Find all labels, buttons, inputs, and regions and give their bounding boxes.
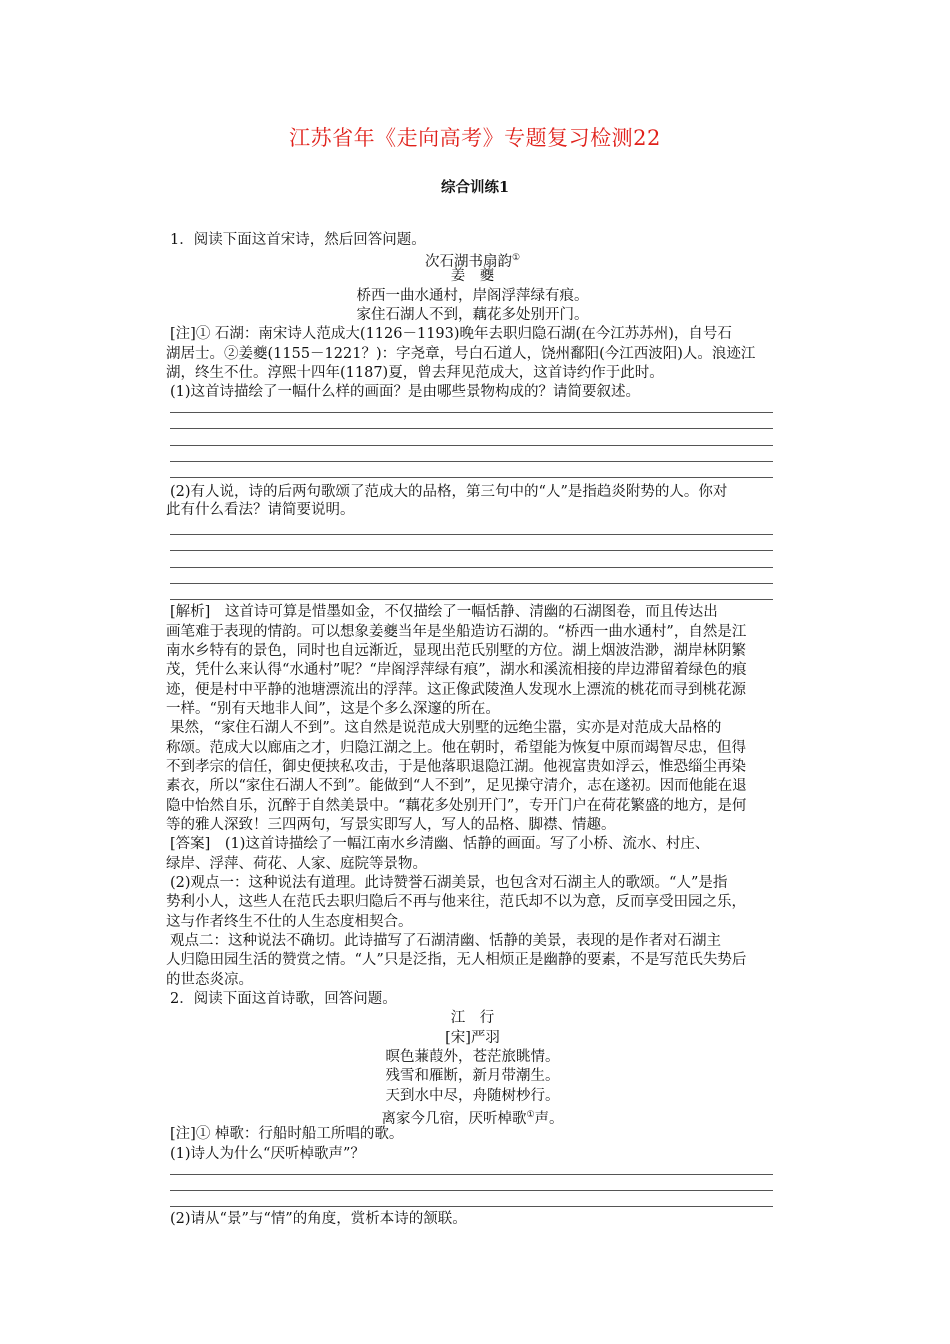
answer-rule (170, 567, 773, 568)
answer-rule (170, 534, 773, 535)
poem-2-line: 残雪和雁断，新月带潮生。 (385, 1068, 560, 1084)
note-1-line: [注]① 石湖：南宋诗人范成大(1126－1193)晚年去职归隐石湖(在今江苏苏州)，自号石 (170, 326, 732, 342)
analysis-line: [解析] 这首诗可算是惜墨如金，不仅描绘了一幅恬静、清幽的石湖图卷，而且传达出 (170, 604, 718, 620)
answer-rule (170, 412, 773, 413)
question-1-sub1: (1)这首诗描绘了一幅什么样的画面？是由哪些景物构成的？请简要叙述。 (170, 384, 641, 400)
analysis-line: 一样。“别有天地非人间”，这是个多么深邃的所在。 (166, 701, 500, 717)
analysis-line: 南水乡特有的景色，同时也自远渐近，显现出范氏别墅的方位。湖上烟波浩渺，湖岸林阴繁 (166, 643, 746, 659)
answer-line: 人归隐田园生活的赞赏之情。“人”只是泛指，无人相烦正是幽静的要素，不是写范氏失势后 (166, 952, 747, 968)
answer-line: 势利小人，这些人在范氏去职归隐后不再与他来往，范氏却不以为意，反而享受田园之乐， (166, 894, 746, 910)
note-2: [注]① 棹歌：行船时船工所唱的歌。 (170, 1126, 404, 1142)
poem-1-title-note-mark: ① (511, 253, 521, 263)
answer-rule (170, 1174, 773, 1175)
answer-rule (170, 599, 773, 600)
poem-1-title: 次石湖书扇韵 (424, 253, 512, 270)
answer-rule (170, 445, 773, 446)
analysis-line: 称颂。范成大以廊庙之才，归隐江湖之上。他在朝时，希望能为恢复中原而竭智尽忠，但得 (166, 740, 746, 756)
note-1-line: 湖居士。②姜夔(1155－1221？)：字尧章，号白石道人，饶州鄱阳(今江西波阳)人。浪迹江 (166, 346, 756, 362)
answer-rule (170, 1206, 773, 1207)
analysis-line: 果然，“家住石湖人不到”。这自然是说范成大别墅的远绝尘嚣，实亦是对范成大品格的 (170, 720, 722, 736)
poem-2-line: 天到水中尽，舟随树杪行。 (385, 1088, 560, 1104)
poem-2-line: 离家今几宿，厌听棹歌 (381, 1110, 527, 1127)
answer-rule (170, 428, 773, 429)
answer-line: 的世态炎凉。 (166, 972, 253, 988)
answer-rule (170, 477, 773, 478)
document-title: 江苏省年《走向高考》专题复习检测22 (289, 126, 661, 150)
answer-line: 绿岸、浮萍、荷花、人家、庭院等景物。 (166, 856, 427, 872)
analysis-line: 素衣，所以“家住石湖人不到”。能做到“人不到”，足见操守清介，志在遂初。因而他能在退 (166, 778, 747, 794)
poem-1-author: 姜 夔 (450, 268, 495, 284)
question-2-sub2: (2)请从“景”与“情”的角度，赏析本诗的颔联。 (170, 1211, 467, 1227)
poem-1-line: 桥西一曲水通村，岸阁浮萍绿有痕。 (356, 288, 589, 304)
analysis-line: 等的雅人深致！三四两句，写景实即写人，写人的品格、脚襟、情趣。 (166, 817, 616, 833)
poem-2-line-tail: 声。 (534, 1110, 564, 1127)
poem-2-note-mark: ① (526, 1110, 535, 1120)
note-1-line: 湖，终生不仕。淳熙十四年(1187)夏，曾去拜见范成大，这首诗约作于此时。 (166, 365, 664, 381)
poem-2-line: 暝色蒹葭外，苍茫旅眺情。 (385, 1049, 560, 1065)
poem-1-line: 家住石湖人不到，藕花多处别开门。 (356, 307, 589, 323)
analysis-line: 画笔难于表现的情韵。可以想象姜夔当年是坐船造访石湖的。“桥西一曲水通村”，自然是江 (166, 624, 747, 640)
answer-rule (170, 461, 773, 462)
question-1-sub2-line: 此有什么看法？请简要说明。 (166, 502, 355, 518)
answer-line: 观点二：这种说法不确切。此诗描写了石湖清幽、恬静的美景，表现的是作者对石湖主 (170, 933, 721, 949)
analysis-line: 隐中怡然自乐，沉醉于自然美景中。“藕花多处别开门”，专开门户在荷花繁盛的地方，是何 (166, 798, 747, 814)
analysis-line: 迹，便是村中平静的池塘漂流出的浮萍。这正像武陵渔人发现水上漂流的桃花而寻到桃花源 (166, 682, 746, 698)
analysis-line: 茂，凭什么来认得“水通村”呢？“岸阁浮萍绿有痕”，湖水和溪流相接的岸边滞留着绿色的痕 (166, 662, 747, 678)
section-subtitle: 综合训练1 (440, 179, 510, 196)
answer-rule (170, 583, 773, 584)
question-1-intro: 1．阅读下面这首宋诗，然后回答问题。 (170, 232, 426, 248)
question-1-sub2-line: (2)有人说，诗的后两句歌颂了范成大的品格，第三句中的“人”是指趋炎附势的人。你对 (170, 484, 728, 500)
question-2-intro: 2．阅读下面这首诗歌，回答问题。 (170, 991, 397, 1007)
question-2-sub1: (1)诗人为什么“厌听棹歌声”？ (170, 1146, 365, 1162)
answer-line: (2)观点一：这种说法有道理。此诗赞誉石湖美景，也包含对石湖主人的歌颂。“人”是指 (170, 875, 728, 891)
poem-2-title: 江 行 (450, 1010, 495, 1026)
analysis-line: 不到孝宗的信任，御史便挟私攻击，于是他落职退隐江湖。他视富贵如浮云，惟恐缁尘再染 (166, 759, 746, 775)
answer-rule (170, 1190, 773, 1191)
answer-rule (170, 550, 773, 551)
poem-2-author: [宋]严羽 (445, 1030, 500, 1046)
answer-line: [答案] (1)这首诗描绘了一幅江南水乡清幽、恬静的画面。写了小桥、流水、村庄、 (170, 836, 710, 852)
answer-line: 这与作者终生不仕的人生态度相契合。 (166, 914, 413, 930)
